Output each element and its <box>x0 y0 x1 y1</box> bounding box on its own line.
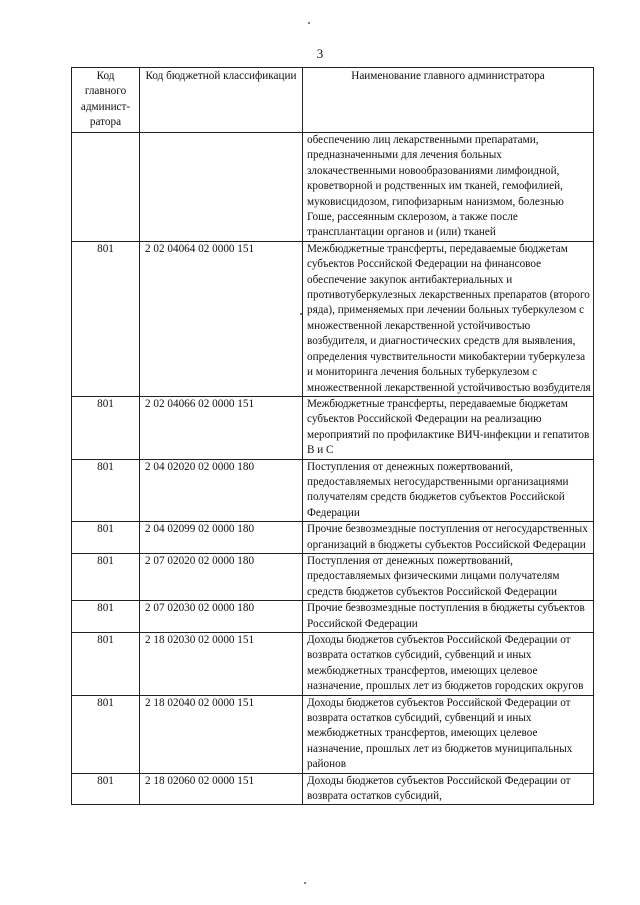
scan-speck <box>308 22 310 24</box>
cell-admin-name <box>303 633 594 696</box>
cell-admin-name <box>303 601 594 633</box>
table-row <box>72 241 594 396</box>
table-row <box>72 553 594 600</box>
cell-budget-code: 2 07 02030 02 0000 180 <box>140 601 303 633</box>
page-number: 3 <box>316 46 324 61</box>
admin-name-text: Поступления от денежных пожертвований, предоставляемых физическими лицами получателям средств бюджетов субъектов Российской Федерации <box>307 554 560 598</box>
admin-name-text: Прочие безвозмездные поступления в бюджеты субъектов Российской Федерации <box>307 602 585 630</box>
cell-budget-code: 2 07 02020 02 0000 180 <box>140 553 303 600</box>
cell-admin-name <box>303 241 594 396</box>
cell-admin-name <box>303 522 594 554</box>
cell-admin-code: 801 <box>72 601 140 633</box>
cell-admin-name <box>303 459 594 522</box>
budget-classification-table <box>71 67 594 805</box>
table-row <box>72 522 594 554</box>
cell-budget-code: 2 04 02020 02 0000 180 <box>140 459 303 522</box>
admin-name-text: Доходы бюджетов субъектов Российской Федерации от возврата остатков субсидий, субвенций и иных межбюджетных трансфертов, имеющих целевое назначение, прошлых лет из бюджетов муниципальных районов <box>307 696 573 771</box>
cell-budget-code: 2 18 02060 02 0000 151 <box>140 773 303 805</box>
header-admin-name-text: Наименование главного администратора <box>351 70 545 82</box>
cell-admin-code: 801 <box>72 396 140 459</box>
cell-admin-code: 801 <box>72 459 140 522</box>
table-row <box>72 601 594 633</box>
cell-admin-code: 801 <box>72 553 140 600</box>
table-row <box>72 695 594 773</box>
cell-admin-name <box>303 396 594 459</box>
cell-budget-code <box>140 133 303 242</box>
admin-name-text: Межбюджетные трансферты, передаваемые бюджетам субъектов Российской Федерации на реализацию мероприятий по профилактике ВИЧ-инфекции и гепатитов B и C <box>307 397 590 457</box>
cell-admin-name <box>303 773 594 805</box>
scan-speck <box>300 313 302 315</box>
table-row <box>72 396 594 459</box>
header-budget-code <box>140 68 303 133</box>
cell-admin-code: 801 <box>72 522 140 554</box>
admin-name-text: Поступления от денежных пожертвований, предоставляемых негосударственными организациями получателям средств бюджетов субъектов Российской Федерации <box>307 460 569 519</box>
header-admin-name <box>303 68 594 133</box>
cell-admin-code: 801 <box>72 241 140 396</box>
admin-name-text: Межбюджетные трансферты, передаваемые бюджетам субъектов Российской Федерации на финансовое обеспечение закупок антибактериальных и противотуберкулезных лекарственных препаратов (второго ряда), применяемых при лечении больных туберкулезом с множественной лекарственной устойчивостью возбудителя, и диагностических средств для выявления, определения чувствительности микобактерии туберкулеза и мониторинга лечения больных туберкулезом с множественной лекарственной устойчивостью возбудителя <box>307 242 591 394</box>
scan-speck <box>304 882 306 884</box>
table-row <box>72 133 594 242</box>
header-budget-code-text: Код бюджетной классификации <box>145 70 297 82</box>
cell-admin-code: 801 <box>72 695 140 773</box>
header-admin-code <box>72 68 140 133</box>
cell-budget-code: 2 02 04066 02 0000 151 <box>140 396 303 459</box>
cell-admin-code: 801 <box>72 633 140 696</box>
cell-budget-code: 2 18 02030 02 0000 151 <box>140 633 303 696</box>
cell-budget-code: 2 18 02040 02 0000 151 <box>140 695 303 773</box>
admin-name-text: Прочие безвозмездные поступления от негосударственных организаций в бюджеты субъектов Российской Федерации <box>307 523 588 551</box>
cell-admin-name <box>303 553 594 600</box>
cell-admin-name <box>303 695 594 773</box>
admin-name-text: обеспечению лиц лекарственными препаратами, предназначенными для лечения больных злокачественными новообразованиями лимфоидной, кроветворной и родственных им тканей, гемофилией, муковисцидозом, гипофизарным нанизмом, болезнью Гоше, рассеянным склерозом, а также после трансплантации органов и (или) тканей <box>307 134 564 239</box>
table-row <box>72 459 594 522</box>
cell-admin-code: 801 <box>72 773 140 805</box>
table-header-row <box>72 68 594 133</box>
cell-budget-code: 2 04 02099 02 0000 180 <box>140 522 303 554</box>
cell-admin-name <box>303 133 594 242</box>
cell-admin-code <box>72 133 140 242</box>
header-admin-code-text: Код главного админист-ратора <box>80 70 131 129</box>
cell-budget-code: 2 02 04064 02 0000 151 <box>140 241 303 396</box>
table-row <box>72 633 594 696</box>
table-row <box>72 773 594 805</box>
admin-name-text: Доходы бюджетов субъектов Российской Федерации от возврата остатков субсидий, субвенций и иных межбюджетных трансфертов, имеющих целевое назначение, прошлых лет из бюджетов городских округов <box>307 634 584 693</box>
admin-name-text: Доходы бюджетов субъектов Российской Федерации от возврата остатков субсидий, <box>307 774 571 803</box>
